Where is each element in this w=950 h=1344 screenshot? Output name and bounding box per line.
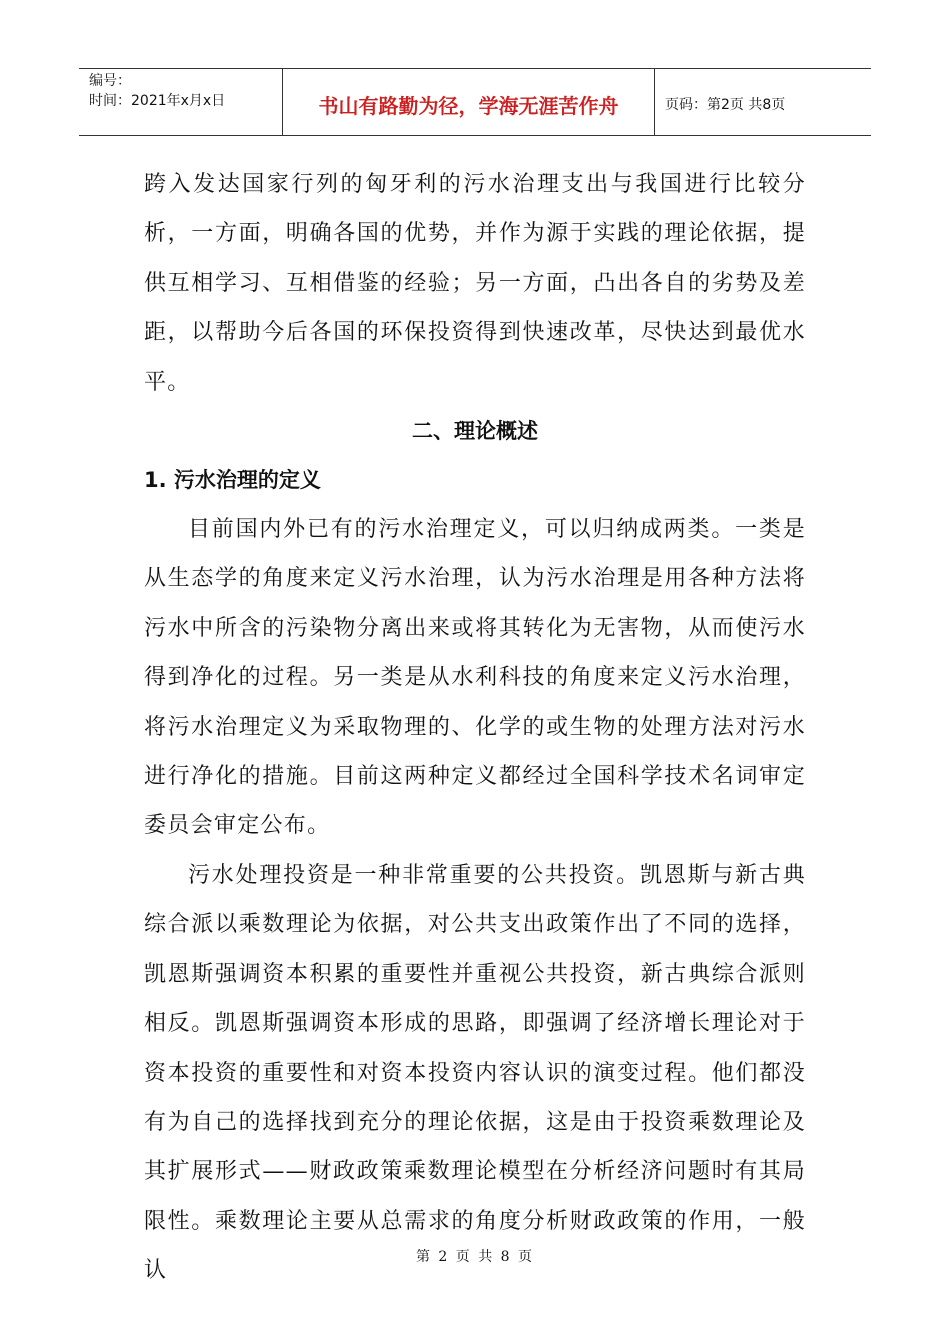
subsection-title: 1. 污水治理的定义 <box>144 468 321 493</box>
header-page-info: 页码：第2页 共8页 <box>665 97 786 113</box>
body-paragraph: 污水处理投资是一种非常重要的公共投资。凯恩斯与新古典综合派以乘数理论为依据，对公共支出政策作出了不同的选择，凯恩斯强调资本积累的重要性并重视公共投资，新古典综合派则相反。凯恩斯强调资本形成的思路，即强调了经济增长理论对于资本投资的重要性和对资本投资内容认识的演变过程。他们都没有为自己的选择找到充分的理论依据，这是由于投资乘数理论及其扩展形式——财政政策乘数理论模型在分析经济问题时有其局限性。乘数理论主要从总需求的角度分析财政政策的作用，一般认 <box>144 862 806 1284</box>
header-motto: 书山有路勤为径，学海无涯苦作舟 <box>283 69 655 135</box>
document-header <box>79 68 871 136</box>
header-meta <box>79 69 283 135</box>
body-paragraph: 跨入发达国家行列的匈牙利的污水治理支出与我国进行比较分析，一方面，明确各国的优势，并作为源于实践的理论依据，提供互相学习、互相借鉴的经验；另一方面，凸出各自的劣势及差距，以帮助今后各国的环保投资得到快速改革，尽快达到最优水平。 <box>144 172 806 395</box>
document-body <box>144 160 806 1296</box>
page-footer: 第 2 页 共 8 页 <box>415 1249 535 1265</box>
date-label: 时间：2021年x月x日 <box>89 93 226 109</box>
number-label: 编号： <box>89 73 131 89</box>
body-paragraph: 目前国内外已有的污水治理定义，可以归纳成两类。一类是从生态学的角度来定义污水治理，认为污水治理是用各种方法将污水中所含的污染物分离出来或将其转化为无害物，从而使污水得到净化的过程。另一类是从水利科技的角度来定义污水治理，将污水治理定义为采取物理的、化学的或生物的处理方法对污水进行净化的措施。目前这两种定义都经过全国科学技术名词审定委员会审定公布。 <box>144 517 806 839</box>
section-title: 二、理论概述 <box>412 419 538 444</box>
